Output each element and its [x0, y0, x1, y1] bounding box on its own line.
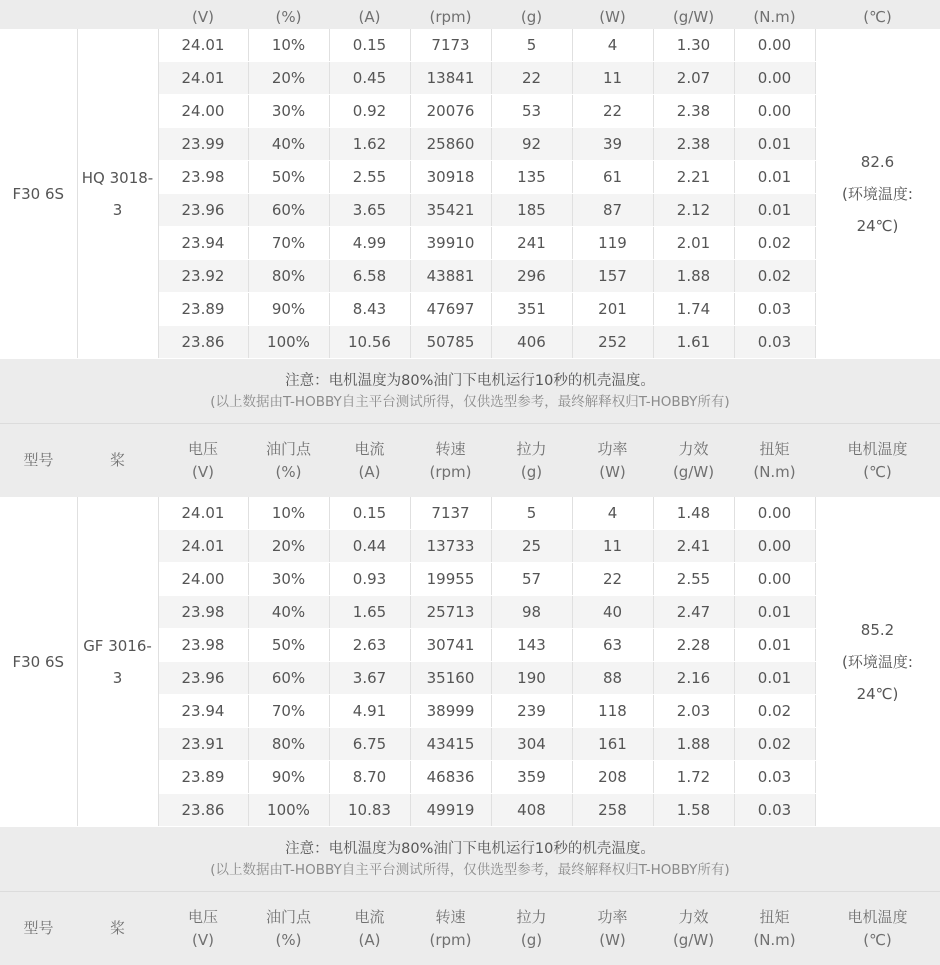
- torque-cell: 0.01: [734, 629, 815, 662]
- header-thrust-label: 拉力: [493, 438, 570, 461]
- header-thrust: [491, 424, 572, 498]
- thrust-cell: 408: [491, 794, 572, 827]
- header-current: [329, 892, 410, 965]
- speed-cell: 35421: [410, 194, 491, 227]
- power-cell: 4: [572, 497, 653, 530]
- thrust-cell: 406: [491, 326, 572, 359]
- current-cell: 10.56: [329, 326, 410, 359]
- header-prop: [77, 892, 158, 965]
- model-cell: F30 6S: [0, 29, 77, 359]
- header-speed-label: 转速: [412, 438, 489, 461]
- efficiency-cell: 1.88: [653, 260, 734, 293]
- torque-cell: 0.03: [734, 326, 815, 359]
- header-speed-unit: (rpm): [412, 929, 489, 952]
- efficiency-cell: 2.38: [653, 128, 734, 161]
- header-row: [0, 892, 940, 965]
- thrust-cell: 241: [491, 227, 572, 260]
- torque-cell: 0.01: [734, 596, 815, 629]
- torque-cell: 0.00: [734, 497, 815, 530]
- header-temperature-unit: (℃): [815, 0, 940, 29]
- note-sub-text: (以上数据由T-HOBBY自主平台测试所得，仅供选型参考，最终解释权归T-HOBBY所有): [2, 860, 938, 880]
- power-cell: 208: [572, 761, 653, 794]
- header-temperature: [815, 892, 940, 965]
- ambient-temperature-value: 24℃): [818, 678, 938, 710]
- current-cell: 1.65: [329, 596, 410, 629]
- header-throttle: [248, 424, 329, 498]
- efficiency-cell: 2.01: [653, 227, 734, 260]
- header-torque-unit: (N.m): [736, 461, 813, 484]
- throttle-cell: 30%: [248, 95, 329, 128]
- header-current: [329, 424, 410, 498]
- speed-cell: 19955: [410, 563, 491, 596]
- header-temperature: [815, 424, 940, 498]
- header-speed-unit: (rpm): [410, 0, 491, 29]
- power-cell: 11: [572, 62, 653, 95]
- voltage-cell: 23.89: [158, 293, 248, 326]
- header-voltage: [158, 892, 248, 965]
- current-cell: 2.63: [329, 629, 410, 662]
- prop-name-line1: GF 3016-3: [80, 630, 156, 694]
- header-model: [0, 892, 77, 965]
- voltage-cell: 23.96: [158, 194, 248, 227]
- efficiency-cell: 1.74: [653, 293, 734, 326]
- power-cell: 252: [572, 326, 653, 359]
- power-cell: 22: [572, 563, 653, 596]
- speed-cell: 50785: [410, 326, 491, 359]
- header-temperature-unit: (℃): [817, 929, 938, 952]
- note-row: [0, 359, 940, 424]
- speed-cell: 7173: [410, 29, 491, 62]
- thrust-cell: 57: [491, 563, 572, 596]
- torque-cell: 0.00: [734, 95, 815, 128]
- voltage-cell: 23.99: [158, 128, 248, 161]
- current-cell: 6.58: [329, 260, 410, 293]
- thrust-cell: 304: [491, 728, 572, 761]
- note-main-text: 注意：电机温度为80%油门下电机运行10秒的机壳温度。: [2, 370, 938, 392]
- thrust-cell: 53: [491, 95, 572, 128]
- ambient-temperature-value: 24℃): [818, 210, 938, 242]
- efficiency-cell: 2.07: [653, 62, 734, 95]
- header-current-label: 电流: [331, 438, 408, 461]
- motor-temperature-cell: [815, 497, 940, 827]
- voltage-cell: 23.98: [158, 161, 248, 194]
- header-model-label: 型号: [2, 917, 75, 940]
- thrust-cell: 351: [491, 293, 572, 326]
- header-row: [0, 424, 940, 498]
- power-cell: 201: [572, 293, 653, 326]
- header-temperature-label: 电机温度: [817, 438, 938, 461]
- header-prop-label: 桨: [79, 449, 156, 472]
- power-cell: 87: [572, 194, 653, 227]
- current-cell: 0.44: [329, 530, 410, 563]
- header-temperature-unit: (℃): [817, 461, 938, 484]
- throttle-cell: 100%: [248, 326, 329, 359]
- voltage-cell: 23.98: [158, 629, 248, 662]
- header-efficiency-unit: (g/W): [655, 929, 732, 952]
- voltage-cell: 23.89: [158, 761, 248, 794]
- header-prop-cell: [77, 0, 158, 29]
- header-model: [0, 424, 77, 498]
- note-cell: [0, 359, 940, 424]
- header-throttle-label: 油门点: [250, 438, 327, 461]
- header-power-unit: (W): [574, 461, 651, 484]
- throttle-cell: 50%: [248, 161, 329, 194]
- header-model-label: 型号: [2, 449, 75, 472]
- ambient-temperature-label: (环境温度:: [818, 646, 938, 678]
- header-thrust-unit: (g): [493, 929, 570, 952]
- throttle-cell: 20%: [248, 62, 329, 95]
- header-torque: [734, 424, 815, 498]
- throttle-cell: 20%: [248, 530, 329, 563]
- efficiency-cell: 1.30: [653, 29, 734, 62]
- header-thrust-unit: (g): [493, 461, 570, 484]
- table-row: [0, 497, 940, 530]
- header-throttle: [248, 892, 329, 965]
- power-cell: 11: [572, 530, 653, 563]
- header-model-cell: [0, 0, 77, 29]
- throttle-cell: 60%: [248, 194, 329, 227]
- header-voltage: [158, 424, 248, 498]
- throttle-cell: 50%: [248, 629, 329, 662]
- thrust-cell: 135: [491, 161, 572, 194]
- speed-cell: 7137: [410, 497, 491, 530]
- header-prop: [77, 424, 158, 498]
- header-current-unit: (A): [331, 461, 408, 484]
- note-sub-text: (以上数据由T-HOBBY自主平台测试所得，仅供选型参考，最终解释权归T-HOBBY所有): [2, 392, 938, 412]
- current-cell: 2.55: [329, 161, 410, 194]
- temperature-value: 82.6: [818, 146, 938, 178]
- prop-name-line2: 3: [80, 194, 156, 226]
- speed-cell: 30741: [410, 629, 491, 662]
- header-voltage-unit: (V): [160, 929, 246, 952]
- header-torque-label: 扭矩: [736, 906, 813, 929]
- power-cell: 4: [572, 29, 653, 62]
- efficiency-cell: 2.21: [653, 161, 734, 194]
- header-efficiency-label: 力效: [655, 906, 732, 929]
- torque-cell: 0.00: [734, 530, 815, 563]
- torque-cell: 0.01: [734, 194, 815, 227]
- efficiency-cell: 1.72: [653, 761, 734, 794]
- power-cell: 258: [572, 794, 653, 827]
- thrust-cell: 92: [491, 128, 572, 161]
- header-current-unit: (A): [331, 929, 408, 952]
- speed-cell: 49919: [410, 794, 491, 827]
- power-cell: 39: [572, 128, 653, 161]
- header-power: [572, 892, 653, 965]
- power-cell: 88: [572, 662, 653, 695]
- prop-cell: [77, 29, 158, 359]
- header-prop-label: 桨: [79, 917, 156, 940]
- thrust-cell: 22: [491, 62, 572, 95]
- voltage-cell: 23.86: [158, 794, 248, 827]
- current-cell: 0.45: [329, 62, 410, 95]
- thrust-cell: 98: [491, 596, 572, 629]
- speed-cell: 25713: [410, 596, 491, 629]
- power-cell: 63: [572, 629, 653, 662]
- header-speed-label: 转速: [412, 906, 489, 929]
- header-voltage-label: 电压: [160, 438, 246, 461]
- header-voltage-unit: (V): [160, 461, 246, 484]
- thrust-cell: 5: [491, 497, 572, 530]
- header-thrust-unit: (g): [491, 0, 572, 29]
- speed-cell: 13841: [410, 62, 491, 95]
- efficiency-cell: 2.12: [653, 194, 734, 227]
- header-power-unit: (W): [574, 929, 651, 952]
- torque-cell: 0.02: [734, 260, 815, 293]
- throttle-cell: 80%: [248, 260, 329, 293]
- power-cell: 118: [572, 695, 653, 728]
- speed-cell: 20076: [410, 95, 491, 128]
- voltage-cell: 24.01: [158, 29, 248, 62]
- model-cell: F30 6S: [0, 497, 77, 827]
- efficiency-cell: 1.58: [653, 794, 734, 827]
- current-cell: 8.43: [329, 293, 410, 326]
- note-main-text: 注意：电机温度为80%油门下电机运行10秒的机壳温度。: [2, 838, 938, 860]
- header-voltage-unit: (V): [158, 0, 248, 29]
- power-cell: 22: [572, 95, 653, 128]
- voltage-cell: 23.92: [158, 260, 248, 293]
- torque-cell: 0.00: [734, 563, 815, 596]
- voltage-cell: 23.86: [158, 326, 248, 359]
- voltage-cell: 24.00: [158, 563, 248, 596]
- header-efficiency: [653, 424, 734, 498]
- temperature-value: 85.2: [818, 614, 938, 646]
- torque-cell: 0.02: [734, 728, 815, 761]
- voltage-cell: 23.96: [158, 662, 248, 695]
- note-cell: [0, 827, 940, 892]
- efficiency-cell: 2.41: [653, 530, 734, 563]
- prop-cell: [77, 497, 158, 827]
- torque-cell: 0.01: [734, 161, 815, 194]
- thrust-cell: 296: [491, 260, 572, 293]
- current-cell: 4.99: [329, 227, 410, 260]
- speed-cell: 43415: [410, 728, 491, 761]
- torque-cell: 0.03: [734, 761, 815, 794]
- header-efficiency: [653, 892, 734, 965]
- header-temperature-label: 电机温度: [817, 906, 938, 929]
- throttle-cell: 80%: [248, 728, 329, 761]
- header-speed-unit: (rpm): [412, 461, 489, 484]
- torque-cell: 0.02: [734, 227, 815, 260]
- efficiency-cell: 2.47: [653, 596, 734, 629]
- voltage-cell: 23.98: [158, 596, 248, 629]
- throttle-cell: 10%: [248, 497, 329, 530]
- torque-cell: 0.02: [734, 695, 815, 728]
- header-throttle-unit: (%): [250, 929, 327, 952]
- header-torque: [734, 892, 815, 965]
- efficiency-cell: 2.38: [653, 95, 734, 128]
- header-thrust: [491, 892, 572, 965]
- thrust-cell: 190: [491, 662, 572, 695]
- thrust-cell: 143: [491, 629, 572, 662]
- header-current-unit: (A): [329, 0, 410, 29]
- thrust-cell: 359: [491, 761, 572, 794]
- thrust-cell: 239: [491, 695, 572, 728]
- torque-cell: 0.03: [734, 794, 815, 827]
- power-cell: 157: [572, 260, 653, 293]
- header-throttle-unit: (%): [250, 461, 327, 484]
- current-cell: 0.93: [329, 563, 410, 596]
- header-torque-unit: (N.m): [736, 929, 813, 952]
- efficiency-cell: 1.61: [653, 326, 734, 359]
- current-cell: 10.83: [329, 794, 410, 827]
- speed-cell: 47697: [410, 293, 491, 326]
- header-thrust-label: 拉力: [493, 906, 570, 929]
- header-torque-label: 扭矩: [736, 438, 813, 461]
- voltage-cell: 24.00: [158, 95, 248, 128]
- voltage-cell: 24.01: [158, 530, 248, 563]
- speed-cell: 38999: [410, 695, 491, 728]
- header-power-unit: (W): [572, 0, 653, 29]
- header-power-label: 功率: [574, 438, 651, 461]
- torque-cell: 0.01: [734, 662, 815, 695]
- torque-cell: 0.03: [734, 293, 815, 326]
- voltage-cell: 24.01: [158, 62, 248, 95]
- speed-cell: 13733: [410, 530, 491, 563]
- header-power-label: 功率: [574, 906, 651, 929]
- header-throttle-label: 油门点: [250, 906, 327, 929]
- speed-cell: 39910: [410, 227, 491, 260]
- thrust-cell: 5: [491, 29, 572, 62]
- speed-cell: 35160: [410, 662, 491, 695]
- note-row: [0, 827, 940, 892]
- thrust-cell: 25: [491, 530, 572, 563]
- throttle-cell: 30%: [248, 563, 329, 596]
- ambient-temperature-label: (环境温度:: [818, 178, 938, 210]
- header-power: [572, 424, 653, 498]
- header-speed: [410, 424, 491, 498]
- current-cell: 0.15: [329, 497, 410, 530]
- voltage-cell: 24.01: [158, 497, 248, 530]
- throttle-cell: 70%: [248, 695, 329, 728]
- speed-cell: 43881: [410, 260, 491, 293]
- header-torque-unit: (N.m): [734, 0, 815, 29]
- current-cell: 4.91: [329, 695, 410, 728]
- prop-name-line1: HQ 3018-: [80, 162, 156, 194]
- speed-cell: 25860: [410, 128, 491, 161]
- power-cell: 61: [572, 161, 653, 194]
- efficiency-cell: 2.28: [653, 629, 734, 662]
- throttle-cell: 40%: [248, 128, 329, 161]
- throttle-cell: 70%: [248, 227, 329, 260]
- header-efficiency-unit: (g/W): [655, 461, 732, 484]
- efficiency-cell: 2.55: [653, 563, 734, 596]
- throttle-cell: 90%: [248, 761, 329, 794]
- voltage-cell: 23.91: [158, 728, 248, 761]
- header-efficiency-unit: (g/W): [653, 0, 734, 29]
- header-voltage-label: 电压: [160, 906, 246, 929]
- throttle-cell: 40%: [248, 596, 329, 629]
- current-cell: 3.65: [329, 194, 410, 227]
- voltage-cell: 23.94: [158, 227, 248, 260]
- power-cell: 161: [572, 728, 653, 761]
- efficiency-cell: 1.48: [653, 497, 734, 530]
- power-cell: 119: [572, 227, 653, 260]
- throttle-cell: 90%: [248, 293, 329, 326]
- table-row: [0, 29, 940, 62]
- voltage-cell: 23.94: [158, 695, 248, 728]
- throttle-cell: 10%: [248, 29, 329, 62]
- header-speed: [410, 892, 491, 965]
- efficiency-cell: 2.16: [653, 662, 734, 695]
- efficiency-cell: 1.88: [653, 728, 734, 761]
- thrust-cell: 185: [491, 194, 572, 227]
- header-throttle-unit: (%): [248, 0, 329, 29]
- speed-cell: 46836: [410, 761, 491, 794]
- torque-cell: 0.00: [734, 29, 815, 62]
- header-row-partial: [0, 0, 940, 29]
- torque-cell: 0.00: [734, 62, 815, 95]
- motor-temperature-cell: [815, 29, 940, 359]
- header-efficiency-label: 力效: [655, 438, 732, 461]
- current-cell: 8.70: [329, 761, 410, 794]
- efficiency-cell: 2.03: [653, 695, 734, 728]
- throttle-cell: 100%: [248, 794, 329, 827]
- current-cell: 3.67: [329, 662, 410, 695]
- speed-cell: 30918: [410, 161, 491, 194]
- current-cell: 0.15: [329, 29, 410, 62]
- header-current-label: 电流: [331, 906, 408, 929]
- current-cell: 6.75: [329, 728, 410, 761]
- current-cell: 1.62: [329, 128, 410, 161]
- torque-cell: 0.01: [734, 128, 815, 161]
- power-cell: 40: [572, 596, 653, 629]
- throttle-cell: 60%: [248, 662, 329, 695]
- current-cell: 0.92: [329, 95, 410, 128]
